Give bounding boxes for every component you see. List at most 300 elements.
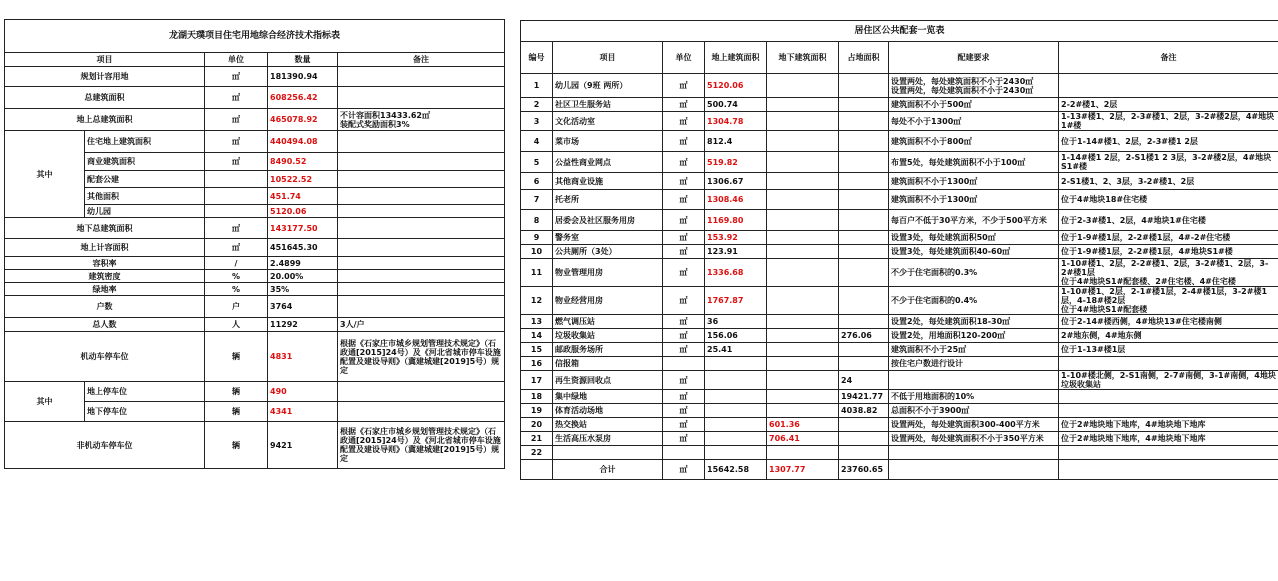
row-note: 2-2#楼1、2层 [1059, 98, 1278, 112]
row-unit: ㎡ [663, 460, 705, 480]
row-project [553, 446, 663, 460]
row-number: 18 [521, 390, 553, 404]
row-note: 2-S1楼1、2、3层，3-2#楼1、2层 [1059, 173, 1278, 190]
row-note [338, 239, 505, 257]
row-note [338, 270, 505, 283]
table-row [521, 315, 1278, 329]
row-project: 垃圾收集站 [553, 329, 663, 343]
row-below-area: 706.41 [767, 432, 839, 446]
row-above-area: 1308.46 [705, 190, 767, 210]
row-note: 1-10#楼北侧，2-S1南侧，2-7#南侧，3-1#南侧，4地块垃圾收集站 [1059, 371, 1278, 390]
row-note [338, 296, 505, 318]
header-above-area: 地上建筑面积 [705, 42, 767, 74]
row-label: 绿地率 [5, 283, 205, 296]
row-label: 地下总建筑面积 [5, 218, 205, 239]
row-note: 位于2-3#楼1、2层，4#地块1#住宅楼 [1059, 210, 1278, 231]
row-note [1059, 404, 1278, 418]
row-unit: ㎡ [663, 74, 705, 98]
row-land-area [839, 432, 889, 446]
row-note: 根据《石家庄市城乡规划管理技术规定》（石政通[2015]24号）及《河北省城市停车设施配置及建设导则》（冀建城建[2019]5号）规定 [338, 422, 505, 469]
table-row [521, 343, 1278, 357]
row-note [1059, 74, 1278, 98]
row-note [338, 382, 505, 402]
row-requirement: 设置3处，每处建筑面积50㎡ [889, 231, 1059, 245]
row-unit: ㎡ [663, 190, 705, 210]
row-land-area [839, 315, 889, 329]
row-requirement: 不低于用地面积的10% [889, 390, 1059, 404]
row-below-area [767, 357, 839, 371]
row-below-area [767, 259, 839, 287]
row-number: 3 [521, 112, 553, 131]
row-above-area [705, 357, 767, 371]
row-land-area [839, 418, 889, 432]
row-number: 8 [521, 210, 553, 231]
row-below-area [767, 112, 839, 131]
header-project: 项目 [553, 42, 663, 74]
row-unit: 辆 [205, 402, 268, 422]
row-value: 8490.52 [268, 153, 338, 171]
row-requirement: 设置3处，每处建筑面积40-60㎡ [889, 245, 1059, 259]
table-row [521, 404, 1278, 418]
row-above-area [705, 371, 767, 390]
row-unit [663, 446, 705, 460]
row-land-area [839, 287, 889, 315]
row-below-area [767, 152, 839, 173]
row-requirement: 设置两处，每处建筑面积不小于350平方米 [889, 432, 1059, 446]
row-number: 5 [521, 152, 553, 173]
row-note: 位于2-14#楼西侧，4#地块13#住宅楼南侧 [1059, 315, 1278, 329]
row-project: 合计 [553, 460, 663, 480]
row-above-area [705, 404, 767, 418]
row-land-area [839, 98, 889, 112]
row-value: 608256.42 [268, 87, 338, 109]
row-note [338, 218, 505, 239]
table-row [521, 329, 1278, 343]
row-land-area [839, 343, 889, 357]
row-land-area [839, 131, 889, 152]
row-note: 1-10#楼1、2层，2-1#楼1层，2-4#楼1层，3-2#楼1层，4-18#楼2层 位于4#地块S1#配套楼 [1059, 287, 1278, 315]
row-below-area [767, 390, 839, 404]
row-requirement: 设置两处，每处建筑面积300-400平方米 [889, 418, 1059, 432]
row-requirement: 每处不小于1300㎡ [889, 112, 1059, 131]
row-number: 11 [521, 259, 553, 287]
row-above-area: 15642.58 [705, 460, 767, 480]
row-project: 生活高压水泵房 [553, 432, 663, 446]
row-note: 位于1-9#楼1层，2-2#楼1层，4#-2#住宅楼 [1059, 231, 1278, 245]
row-unit: ㎡ [663, 315, 705, 329]
row-note: 1-14#楼1 2层，2-S1楼1 2 3层，3-2#楼2层，4#地块S1#楼 [1059, 152, 1278, 173]
row-requirement: 总面积不小于3900㎡ [889, 404, 1059, 418]
public-facility-table [520, 20, 1278, 480]
table-title: 居住区公共配套一览表 [521, 21, 1278, 42]
row-note [338, 67, 505, 87]
row-requirement: 每百户不低于30平方米，不少于500平方米 [889, 210, 1059, 231]
row-project: 物业经营用房 [553, 287, 663, 315]
row-note [338, 402, 505, 422]
row-label: 住宅地上建筑面积 [85, 131, 205, 153]
row-note [338, 153, 505, 171]
row-land-area [839, 152, 889, 173]
row-value: 2.4899 [268, 257, 338, 270]
row-above-area: 25.41 [705, 343, 767, 357]
row-above-area: 123.91 [705, 245, 767, 259]
row-above-area: 153.92 [705, 231, 767, 245]
row-requirement: 建筑面积不小于1300㎡ [889, 173, 1059, 190]
table-row [5, 283, 505, 296]
header-requirement: 配建要求 [889, 42, 1059, 74]
row-number: 10 [521, 245, 553, 259]
row-below-area [767, 131, 839, 152]
row-number [521, 460, 553, 480]
header-note: 备注 [1059, 42, 1278, 74]
row-note [338, 131, 505, 153]
row-label: 地上停车位 [85, 382, 205, 402]
table-row [521, 357, 1278, 371]
row-project: 燃气调压站 [553, 315, 663, 329]
row-above-area: 5120.06 [705, 74, 767, 98]
row-requirement: 设置两处，每处建筑面积不小于2430㎡ 设置两处，每处建筑面积不小于2430㎡ [889, 74, 1059, 98]
row-unit: ㎡ [663, 404, 705, 418]
row-unit [205, 188, 268, 205]
table-row [521, 74, 1278, 98]
row-requirement: 不少于住宅面积的0.3% [889, 259, 1059, 287]
row-label: 地下停车位 [85, 402, 205, 422]
row-number: 1 [521, 74, 553, 98]
table-row [5, 87, 505, 109]
row-unit: ㎡ [663, 152, 705, 173]
table-row [521, 231, 1278, 245]
row-number: 17 [521, 371, 553, 390]
row-unit: ㎡ [205, 131, 268, 153]
row-label: 容积率 [5, 257, 205, 270]
row-unit: ㎡ [205, 109, 268, 131]
row-project: 公共厕所（3处） [553, 245, 663, 259]
row-note: 3人/户 [338, 318, 505, 332]
row-above-area: 500.74 [705, 98, 767, 112]
row-unit: ㎡ [663, 418, 705, 432]
row-note [338, 171, 505, 188]
row-label: 其他面积 [85, 188, 205, 205]
row-label: 总人数 [5, 318, 205, 332]
row-unit: ㎡ [205, 87, 268, 109]
row-below-area [767, 190, 839, 210]
row-land-area: 23760.65 [839, 460, 889, 480]
row-number: 20 [521, 418, 553, 432]
row-note [1059, 446, 1278, 460]
row-project: 信报箱 [553, 357, 663, 371]
row-label: 户数 [5, 296, 205, 318]
row-requirement: 设置2处，每处建筑面积18-30㎡ [889, 315, 1059, 329]
economic-indicator-table [4, 19, 505, 469]
row-land-area [839, 210, 889, 231]
row-requirement: 建筑面积不小于800㎡ [889, 131, 1059, 152]
row-unit: ㎡ [663, 231, 705, 245]
row-unit: ㎡ [663, 210, 705, 231]
header-quantity: 数量 [268, 53, 338, 67]
row-note [338, 188, 505, 205]
row-project: 热交换站 [553, 418, 663, 432]
row-value: 440494.08 [268, 131, 338, 153]
table-row [521, 287, 1278, 315]
header-note: 备注 [338, 53, 505, 67]
row-unit: ㎡ [663, 245, 705, 259]
row-unit: 辆 [205, 332, 268, 382]
row-value: 20.00% [268, 270, 338, 283]
row-land-area: 19421.77 [839, 390, 889, 404]
row-label: 规划计容用地 [5, 67, 205, 87]
row-requirement: 建筑面积不小于25㎡ [889, 343, 1059, 357]
row-below-area [767, 173, 839, 190]
row-project: 幼儿园（9班 两所） [553, 74, 663, 98]
row-number: 6 [521, 173, 553, 190]
row-project: 邮政服务场所 [553, 343, 663, 357]
row-value: 10522.52 [268, 171, 338, 188]
row-below-area [767, 329, 839, 343]
row-land-area [839, 190, 889, 210]
table-row [521, 190, 1278, 210]
table-row [5, 270, 505, 283]
row-below-area: 601.36 [767, 418, 839, 432]
row-value: 181390.94 [268, 67, 338, 87]
row-land-area [839, 173, 889, 190]
row-note [338, 283, 505, 296]
row-below-area [767, 371, 839, 390]
row-below-area [767, 98, 839, 112]
table-row [521, 460, 1278, 480]
row-unit: ㎡ [663, 343, 705, 357]
row-above-area [705, 432, 767, 446]
row-above-area [705, 390, 767, 404]
row-project: 集中绿地 [553, 390, 663, 404]
row-land-area [839, 259, 889, 287]
row-note [1059, 460, 1278, 480]
row-requirement: 设置2处，用地面积120-200㎡ [889, 329, 1059, 343]
table-row [5, 109, 505, 131]
row-above-area: 1169.80 [705, 210, 767, 231]
row-unit: ㎡ [663, 329, 705, 343]
table-row [521, 98, 1278, 112]
row-note: 位于4#地块18#住宅楼 [1059, 190, 1278, 210]
row-project: 再生资源回收点 [553, 371, 663, 390]
row-unit: ㎡ [663, 131, 705, 152]
row-unit: 人 [205, 318, 268, 332]
table-row [5, 257, 505, 270]
row-unit [663, 357, 705, 371]
table-row [521, 371, 1278, 390]
table-row [5, 239, 505, 257]
row-requirement [889, 446, 1059, 460]
row-land-area: 24 [839, 371, 889, 390]
row-requirement [889, 371, 1059, 390]
row-land-area: 276.06 [839, 329, 889, 343]
table-row [5, 382, 505, 402]
row-above-area [705, 418, 767, 432]
row-label: 商业建筑面积 [85, 153, 205, 171]
row-land-area [839, 357, 889, 371]
row-below-area [767, 231, 839, 245]
row-note: 位于2#地块地下地库，4#地块地下地库 [1059, 432, 1278, 446]
row-value: 490 [268, 382, 338, 402]
table-row [521, 390, 1278, 404]
row-above-area [705, 446, 767, 460]
row-requirement [889, 460, 1059, 480]
row-below-area [767, 287, 839, 315]
row-value: 465078.92 [268, 109, 338, 131]
row-note [1059, 357, 1278, 371]
row-below-area [767, 446, 839, 460]
row-above-area: 812.4 [705, 131, 767, 152]
row-below-area [767, 404, 839, 418]
row-project: 物业管理用房 [553, 259, 663, 287]
row-note: 2#地东侧，4#地东侧 [1059, 329, 1278, 343]
row-unit: ㎡ [663, 112, 705, 131]
row-value: 143177.50 [268, 218, 338, 239]
table-row [5, 332, 505, 382]
row-note [338, 87, 505, 109]
row-unit: ㎡ [663, 98, 705, 112]
table-row [5, 318, 505, 332]
row-note: 根据《石家庄市城乡规划管理技术规定》（石政通[2015]24号）及《河北省城市停车设施配置及建设导则》（冀建城建[2019]5号）规定 [338, 332, 505, 382]
row-project: 居委会及社区服务用房 [553, 210, 663, 231]
row-value: 9421 [268, 422, 338, 469]
row-label: 非机动车停车位 [5, 422, 205, 469]
row-label: 地上总建筑面积 [5, 109, 205, 131]
row-above-area: 156.06 [705, 329, 767, 343]
row-requirement: 布置5处，每处建筑面积不小于100㎡ [889, 152, 1059, 173]
row-value: 3764 [268, 296, 338, 318]
table-title: 龙湖天璞项目住宅用地综合经济技术指标表 [5, 20, 505, 53]
row-unit: / [205, 257, 268, 270]
row-above-area: 1304.78 [705, 112, 767, 131]
row-below-area [767, 210, 839, 231]
row-note [1059, 390, 1278, 404]
row-requirement: 不少于住宅面积的0.4% [889, 287, 1059, 315]
row-above-area: 1767.87 [705, 287, 767, 315]
row-above-area: 36 [705, 315, 767, 329]
row-number: 9 [521, 231, 553, 245]
row-number: 19 [521, 404, 553, 418]
row-land-area [839, 74, 889, 98]
row-project: 文化活动室 [553, 112, 663, 131]
row-note: 位于1-14#楼1、2层，2-3#楼1 2层 [1059, 131, 1278, 152]
row-number: 4 [521, 131, 553, 152]
row-requirement: 按住宅户数进行设计 [889, 357, 1059, 371]
row-number: 16 [521, 357, 553, 371]
row-unit: ㎡ [663, 173, 705, 190]
row-below-area [767, 315, 839, 329]
row-value: 4831 [268, 332, 338, 382]
row-note: 1-10#楼1、2层，2-2#楼1、2层，3-2#楼1、2层，3-2#楼1层 位于4#地块S1#配套楼、2#住宅楼、4#住宅楼 [1059, 259, 1278, 287]
row-value: 4341 [268, 402, 338, 422]
table-row [5, 67, 505, 87]
row-note: 不计容面积13433.62㎡ 装配式奖励面积3% [338, 109, 505, 131]
row-note [338, 205, 505, 218]
row-label: 建筑密度 [5, 270, 205, 283]
row-number: 22 [521, 446, 553, 460]
row-number: 2 [521, 98, 553, 112]
table-row [521, 173, 1278, 190]
row-project: 警务室 [553, 231, 663, 245]
row-unit: ㎡ [205, 67, 268, 87]
row-unit: % [205, 270, 268, 283]
row-project: 其他商业设施 [553, 173, 663, 190]
row-land-area: 4038.82 [839, 404, 889, 418]
row-project: 托老所 [553, 190, 663, 210]
row-unit: ㎡ [663, 390, 705, 404]
row-value: 11292 [268, 318, 338, 332]
row-unit: ㎡ [663, 432, 705, 446]
row-project: 体育活动场地 [553, 404, 663, 418]
table-row [5, 422, 505, 469]
table-row [521, 432, 1278, 446]
row-unit: ㎡ [663, 371, 705, 390]
row-below-area: 1307.77 [767, 460, 839, 480]
row-label: 配套公建 [85, 171, 205, 188]
group-label: 其中 [5, 382, 85, 422]
row-land-area [839, 446, 889, 460]
row-unit [205, 205, 268, 218]
table-row [521, 418, 1278, 432]
row-number: 12 [521, 287, 553, 315]
row-label: 机动车停车位 [5, 332, 205, 382]
row-value: 5120.06 [268, 205, 338, 218]
header-unit: 单位 [205, 53, 268, 67]
row-requirement: 建筑面积不小于500㎡ [889, 98, 1059, 112]
row-number: 15 [521, 343, 553, 357]
row-land-area [839, 245, 889, 259]
row-project: 菜市场 [553, 131, 663, 152]
header-below-area: 地下建筑面积 [767, 42, 839, 74]
row-label: 地上计容面积 [5, 239, 205, 257]
row-value: 451645.30 [268, 239, 338, 257]
row-unit: 辆 [205, 422, 268, 469]
table-row [521, 446, 1278, 460]
row-above-area: 1336.68 [705, 259, 767, 287]
row-number: 14 [521, 329, 553, 343]
table-row [521, 112, 1278, 131]
table-row [521, 210, 1278, 231]
header-land-area: 占地面积 [839, 42, 889, 74]
table-row [5, 131, 505, 153]
row-unit: ㎡ [663, 259, 705, 287]
row-above-area: 519.82 [705, 152, 767, 173]
row-number: 13 [521, 315, 553, 329]
row-below-area [767, 245, 839, 259]
row-number: 7 [521, 190, 553, 210]
table-row [521, 245, 1278, 259]
header-project: 项目 [5, 53, 205, 67]
row-requirement: 建筑面积不小于1300㎡ [889, 190, 1059, 210]
row-note: 位于1-9#楼1层，2-2#楼1层，4#地块S1#楼 [1059, 245, 1278, 259]
row-value: 451.74 [268, 188, 338, 205]
row-note [338, 257, 505, 270]
row-note: 位于2#地块地下地库，4#地块地下地库 [1059, 418, 1278, 432]
row-land-area [839, 231, 889, 245]
table-row [5, 218, 505, 239]
row-unit: 辆 [205, 382, 268, 402]
row-unit: ㎡ [205, 239, 268, 257]
row-label: 幼儿园 [85, 205, 205, 218]
row-unit: ㎡ [205, 153, 268, 171]
row-unit: % [205, 283, 268, 296]
row-above-area: 1306.67 [705, 173, 767, 190]
row-unit: ㎡ [663, 287, 705, 315]
row-land-area [839, 112, 889, 131]
header-no: 编号 [521, 42, 553, 74]
row-label: 总建筑面积 [5, 87, 205, 109]
table-row [521, 152, 1278, 173]
table-row [521, 259, 1278, 287]
